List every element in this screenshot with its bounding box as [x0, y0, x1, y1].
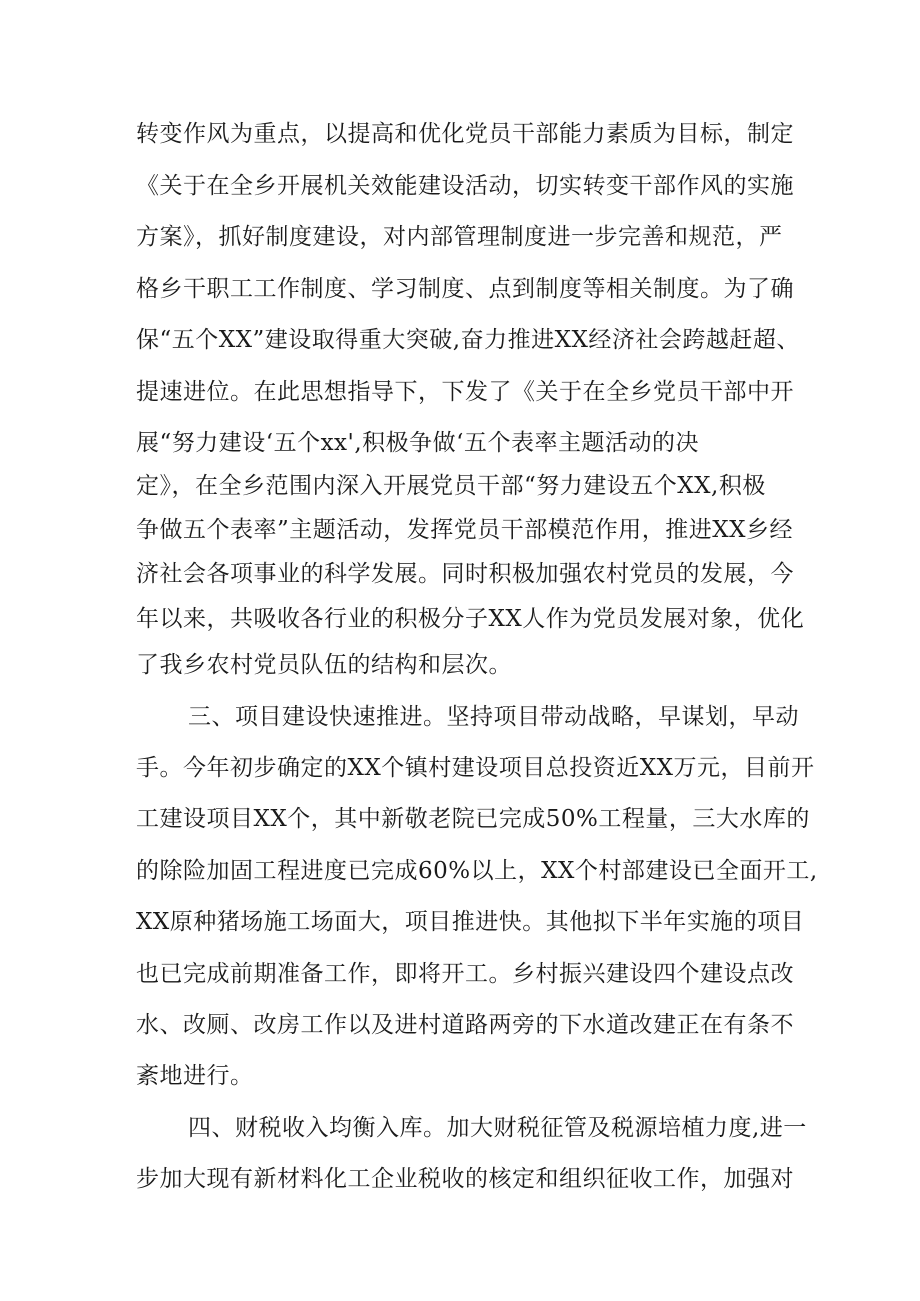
text-line: 紊地进行。 — [136, 1063, 254, 1089]
text-line: XX原种猪场施工场面大，项目推进快。其他拟下半年实施的项目 — [136, 909, 805, 935]
text-line: 济社会各项事业的科学发展。同时积极加强农村党员的发展，今 — [136, 561, 794, 587]
section-heading-line: 三、项目建设快速推进。坚持项目带动战略，早谋划，早动 — [188, 704, 799, 730]
text-line: 保“五个XX”建设取得重大突破,奋力推进XX经济社会跨越赶超、 — [136, 327, 800, 353]
text-line: 水、改厕、改房工作以及进村道路两旁的下水道改建正在有条不 — [136, 1012, 794, 1038]
text-line: 《关于在全乡开展机关效能建设活动，切实转变干部作风的实施 — [136, 173, 794, 199]
text-line: 提速进位。在此思想指导下，下发了《关于在全乡党员干部中开 — [136, 379, 794, 405]
text-line: 也已完成前期准备工作，即将开工。乡村振兴建设四个建设点改 — [136, 961, 794, 987]
text-line: 方案》，抓好制度建设，对内部管理制度进一步完善和规范，严 — [136, 224, 783, 250]
text-line: 展“努力建设‘五个xx',积极争做‘五个表率主题活动的决 — [136, 430, 699, 456]
text-line: 了我乡农村党员队伍的结构和层次。 — [136, 652, 512, 678]
text-line: 步加大现有新材料化工企业税收的核定和组织征收工作，加强对 — [136, 1166, 794, 1192]
section-heading-line: 四、财税收入均衡入库。加大财税征管及税源培植力度,进一 — [188, 1115, 807, 1141]
text-line: 的除险加固工程进度已完成60%以上，XX个村部建设已全面开工, — [136, 858, 818, 884]
text-line: 定》，在全乡范围内深入开展党员干部“努力建设五个XX,积极 — [136, 473, 766, 499]
text-line: 年以来，共吸收各行业的积极分子XX人作为党员发展对象，优化 — [136, 606, 805, 632]
text-line: 工建设项目XX个，其中新敬老院已完成50%工程量，三大水库的 — [136, 806, 810, 832]
text-line: 转变作风为重点，以提高和优化党员干部能力素质为目标，制定 — [136, 121, 794, 147]
text-line: 格乡干职工工作制度、学习制度、点到制度等相关制度。为了确 — [136, 276, 794, 302]
text-line: 手。今年初步确定的XX个镇村建设项目总投资近XX万元，目前开 — [136, 755, 815, 781]
text-line: 争做五个表率”主题活动，发挥党员干部模范作用，推进XX乡经 — [136, 517, 794, 543]
